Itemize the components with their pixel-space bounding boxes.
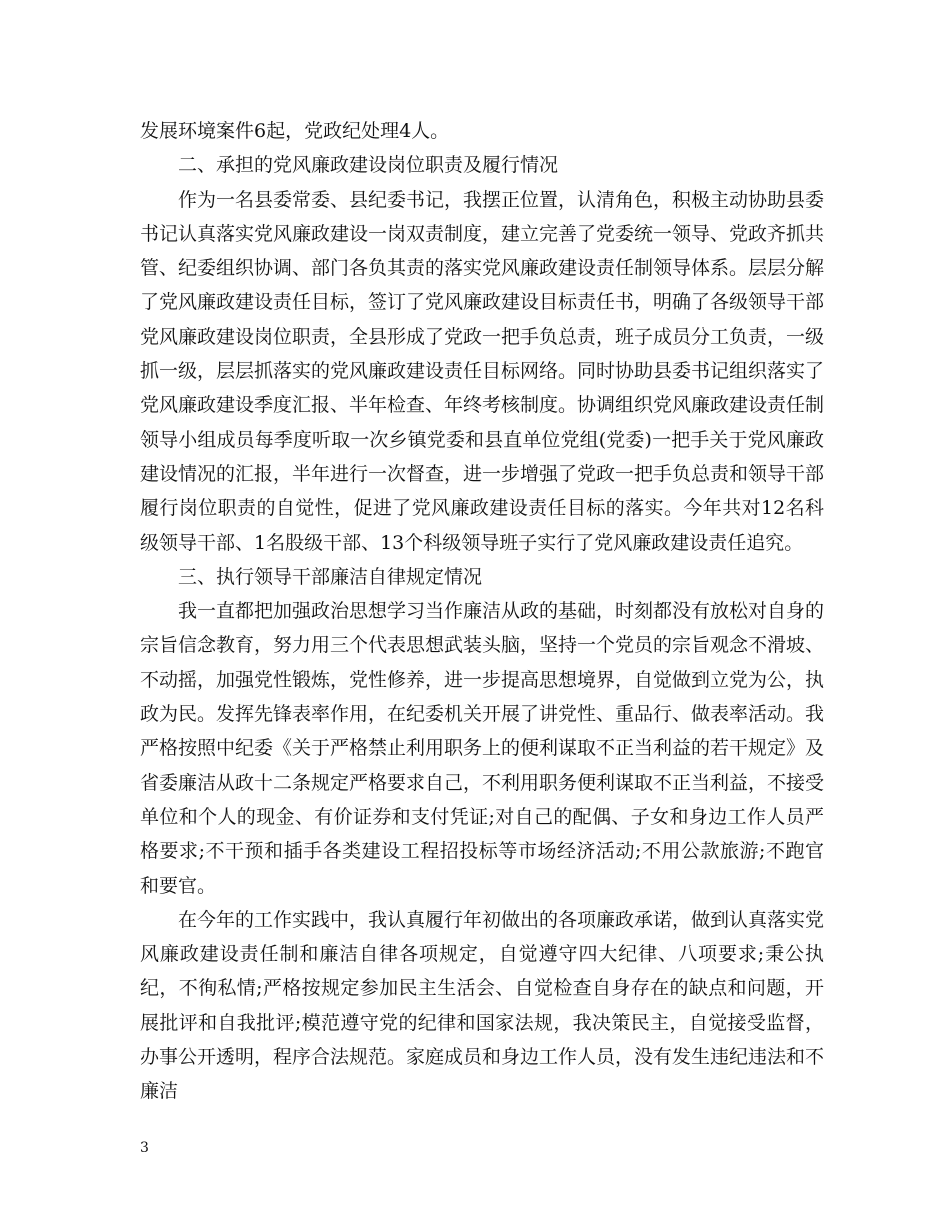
paragraph-continuation: 发展环境案件6起，党政纪处理4人。 (140, 120, 450, 142)
paragraph-responsibilities: 作为一名县委常委、县纪委书记，我摆正位置，认清角色，积极主动协助县委书记认真落实党风廉政建设一岗双责制度，建立完善了党委统一领导、党政齐抓共管、纪委组织协调、部门各负其责的落实党风廉政建设责任制领导体系。层层分解了党风廉政建设责任目标，签订了党风廉政建设目标责任书，明确了各级领导干部党风廉政建设岗位职责，全县形成了党政一把手负总责，班子成员分工负责，一级抓一级，层层抓落实的党风廉政建设责任目标网络。同时协助县委书记组织落实了党风廉政建设季度汇报、半年检查、年终考核制度。协调组织党风廉政建设责任制领导小组成员每季度听取一次乡镇党委和县直单位党组(党委)一把手关于党风廉政建设情况的汇报，半年进行一次督查，进一步增强了党政一把手负总责和领导干部履行岗位职责的自觉性，促进了党风廉政建设责任目标的落实。今年共对12名科级领导干部、1名股级干部、13个科级领导班子实行了党风廉政建设责任追究。 (140, 188, 825, 554)
section-heading-3: 三、执行领导干部廉洁自律规定情况 (178, 565, 483, 588)
paragraph-work-practice: 在今年的工作实践中，我认真履行年初做出的各项廉政承诺，做到认真落实党风廉政建设责任制和廉洁自律各项规定，自觉遵守四大纪律、八项要求;秉公执纪，不徇私情;严格按规定参加民主生活会、自觉检查自身存在的缺点和问题，开展批评和自我批评;模范遵守党的纪律和国家法规，我决策民主，自觉接受监督，办事公开透明，程序合法规范。家庭成员和身边工作人员，没有发生违纪违法和不廉洁 (140, 908, 825, 1103)
document-body (140, 114, 824, 1109)
paragraph-self-discipline: 我一直都把加强政治思想学习当作廉洁从政的基础，时刻都没有放松对自身的宗旨信念教育，努力用三个代表思想武装头脑，坚持一个党员的宗旨观念不滑坡、不动摇，加强党性锻炼，党性修养，进一步提高思想境界，自觉做到立党为公，执政为民。发挥先锋表率作用，在纪委机关开展了讲党性、重品行、做表率活动。我严格按照中纪委《关于严格禁止利用职务上的便利谋取不正当利益的若干规定》及省委廉洁从政十二条规定严格要求自己，不利用职务便利谋取不正当利益，不接受单位和个人的现金、有价证券和支付凭证;对自己的配偶、子女和身边工作人员严格要求;不干预和插手各类建设工程招投标等市场经济活动;不用公款旅游;不跑官和要官。 (140, 600, 825, 897)
page-number: 3 (140, 1140, 149, 1156)
section-heading-2: 二、承担的党风廉政建设岗位职责及履行情况 (178, 154, 559, 177)
